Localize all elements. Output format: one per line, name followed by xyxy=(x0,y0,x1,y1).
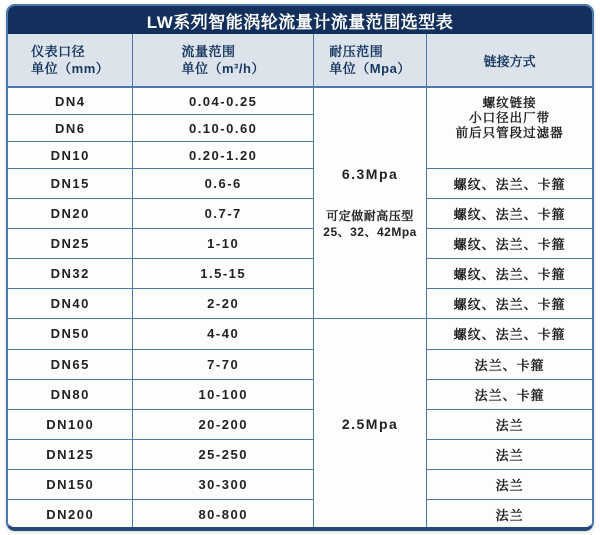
flow-range-cell: 80-800 xyxy=(133,499,313,528)
col-header-pressure-line1: 耐压范围 xyxy=(329,44,384,59)
connection-cell: 螺纹、法兰、卡箍 xyxy=(427,169,592,199)
connection-cell: 螺纹、法兰、卡箍 xyxy=(427,199,592,229)
col-header-flow-range-line1: 流量范围 xyxy=(181,44,236,59)
diameter-cell: DN200 xyxy=(8,499,133,528)
table-row xyxy=(8,499,592,528)
pressure-note xyxy=(314,208,426,240)
pressure-value: 2.5Mpa xyxy=(341,415,399,432)
col-header-diameter-line1: 仪表口径 xyxy=(31,44,86,59)
diameter-cell: DN15 xyxy=(8,169,133,199)
table-row xyxy=(8,349,592,379)
flow-range-cell: 2-20 xyxy=(133,289,313,319)
flow-range-cell: 4-40 xyxy=(133,319,313,349)
col-header-diameter xyxy=(8,34,133,87)
flow-range-cell: 0.10-0.60 xyxy=(133,115,313,142)
table-row xyxy=(8,319,592,349)
pressure-cell-high-group xyxy=(313,87,426,319)
flow-range-cell: 1.5-15 xyxy=(133,259,313,289)
col-header-pressure xyxy=(313,34,426,87)
flow-range-selection-table xyxy=(8,34,592,529)
diameter-cell: DN65 xyxy=(8,349,133,379)
col-header-flow-range xyxy=(133,34,313,87)
table-row xyxy=(8,169,592,199)
diameter-cell: DN25 xyxy=(8,229,133,259)
flow-range-cell: 0.7-7 xyxy=(133,199,313,229)
connection-merged-line2: 小口径出厂带 xyxy=(469,111,551,125)
flow-range-cell: 0.04-0.25 xyxy=(133,87,313,115)
table-row xyxy=(8,439,592,469)
connection-cell: 法兰 xyxy=(427,499,592,528)
col-header-connection-label: 链接方式 xyxy=(483,53,536,69)
selection-table-panel xyxy=(6,4,594,531)
connection-cell: 法兰、卡箍 xyxy=(427,349,592,379)
connection-cell: 螺纹、法兰、卡箍 xyxy=(427,319,592,349)
diameter-cell: DN40 xyxy=(8,289,133,319)
diameter-cell: DN50 xyxy=(8,319,133,349)
diameter-cell: DN80 xyxy=(8,379,133,409)
table-row xyxy=(8,409,592,439)
connection-cell: 螺纹、法兰、卡箍 xyxy=(427,289,592,319)
table-row xyxy=(8,229,592,259)
flow-range-cell: 0.20-1.20 xyxy=(133,142,313,169)
table-row xyxy=(8,289,592,319)
col-header-pressure-line2: 单位（Mpa） xyxy=(329,61,411,76)
flow-range-cell: 10-100 xyxy=(133,379,313,409)
pressure-note-line2: 25、32、42Mpa xyxy=(323,225,417,240)
connection-cell: 法兰 xyxy=(427,409,592,439)
col-header-flow-range-line2: 单位（m³/h） xyxy=(181,61,265,76)
connection-cell: 法兰 xyxy=(427,439,592,469)
connection-cell: 法兰、卡箍 xyxy=(427,379,592,409)
diameter-cell: DN150 xyxy=(8,469,133,499)
table-title: LW系列智能涡轮流量计流量范围选型表 xyxy=(8,6,592,34)
connection-cell: 螺纹、法兰、卡箍 xyxy=(427,229,592,259)
table-row xyxy=(8,87,592,115)
table-row xyxy=(8,379,592,409)
flow-range-cell: 1-10 xyxy=(133,229,313,259)
flow-range-cell: 20-200 xyxy=(133,409,313,439)
flow-range-cell: 25-250 xyxy=(133,439,313,469)
connection-merged-line3: 前后只管段过滤器 xyxy=(455,126,564,140)
flow-range-cell: 0.6-6 xyxy=(133,169,313,199)
connection-merged-line1: 螺纹链接 xyxy=(482,96,537,110)
diameter-cell: DN4 xyxy=(8,87,133,115)
col-header-diameter-line2: 单位（mm） xyxy=(31,61,110,76)
pressure-cell-low-group xyxy=(313,319,426,529)
connection-cell-small-diameter xyxy=(427,87,592,169)
connection-cell: 法兰 xyxy=(427,469,592,499)
diameter-cell: DN100 xyxy=(8,409,133,439)
header-row xyxy=(8,34,592,87)
table-row xyxy=(8,199,592,229)
pressure-note-line1: 可定做耐高压型 xyxy=(326,209,414,224)
connection-cell: 螺纹、法兰、卡箍 xyxy=(427,259,592,289)
diameter-cell: DN6 xyxy=(8,115,133,142)
diameter-cell: DN32 xyxy=(8,259,133,289)
diameter-cell: DN125 xyxy=(8,439,133,469)
pressure-value: 6.3Mpa xyxy=(341,166,399,183)
col-header-connection xyxy=(427,34,592,87)
diameter-cell: DN20 xyxy=(8,199,133,229)
table-row xyxy=(8,469,592,499)
flow-range-cell: 30-300 xyxy=(133,469,313,499)
diameter-cell: DN10 xyxy=(8,142,133,169)
table-row xyxy=(8,259,592,289)
flow-range-cell: 7-70 xyxy=(133,349,313,379)
